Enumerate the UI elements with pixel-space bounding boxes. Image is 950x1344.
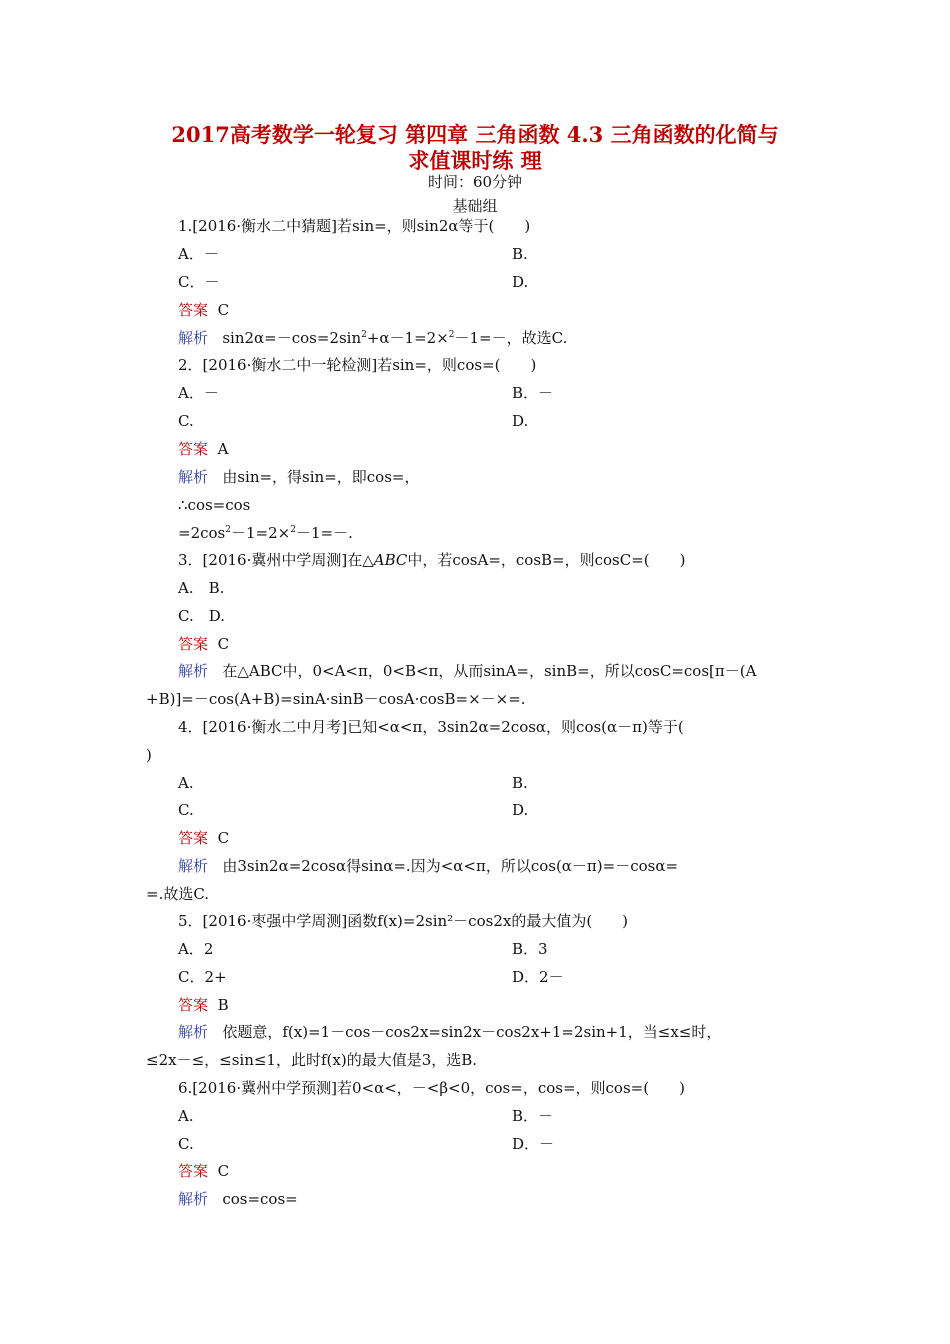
q4-options-ab xyxy=(178,773,878,793)
q4-answer-value: C xyxy=(217,829,230,847)
q3-analysis-line1 xyxy=(178,661,756,681)
q2-answer xyxy=(178,439,228,459)
q6-option-d: D．－ xyxy=(512,1135,555,1153)
q4-answer xyxy=(178,828,229,848)
q2-analysis-line3 xyxy=(178,523,353,543)
q1-option-a: A．－ xyxy=(178,245,219,263)
q6-analysis-text1: cos=cos= xyxy=(222,1190,298,1208)
answer-label: 答案 xyxy=(178,996,209,1014)
q2-a3-sq2: 2 xyxy=(290,525,296,535)
q1-analysis-c: －1=－，故选C. xyxy=(454,329,568,347)
q3-options-cd: C. D. xyxy=(178,607,225,625)
q5-answer xyxy=(178,995,229,1015)
q2-stem: 2．[2016·衡水二中一轮检测]若sin=，则cos=( ) xyxy=(178,356,537,374)
q3-answer-value: C xyxy=(217,635,230,653)
doc-title-line2: 求值课时练 理 xyxy=(408,148,542,173)
q4-stem-line2: ) xyxy=(146,746,152,764)
q4-option-b: B. xyxy=(512,774,528,792)
q6-stem: 6.[2016·冀州中学预测]若0<α<，－<β<0，cos=，cos=，则cos=( ) xyxy=(178,1079,685,1097)
answer-label: 答案 xyxy=(178,635,209,653)
q1-analysis xyxy=(178,328,567,348)
answer-label: 答案 xyxy=(178,440,209,458)
q4-option-a: A. xyxy=(178,774,194,792)
q3-options-ab: A. B. xyxy=(178,579,225,597)
q2-a3-b: －1=2× xyxy=(230,524,291,542)
q2-options-cd xyxy=(178,411,878,431)
q2-analysis-line1 xyxy=(178,467,419,487)
q6-answer-value: C xyxy=(217,1162,230,1180)
q1-options-ab xyxy=(178,244,878,264)
q2-a3-c: －1=－. xyxy=(295,524,353,542)
q1-answer xyxy=(178,300,229,320)
answer-label: 答案 xyxy=(178,301,209,319)
q2-option-d: D. xyxy=(512,412,529,430)
q2-option-a: A．－ xyxy=(178,384,219,402)
q6-answer xyxy=(178,1161,229,1181)
q4-analysis-text1: 由3sin2α=2cosα得sinα=.因为<α<π，所以cos(α－π)=－cosα= xyxy=(222,857,679,875)
q5-options-ab xyxy=(178,939,878,959)
q2-option-b: B．－ xyxy=(512,384,554,402)
q2-a3-a: =2cos xyxy=(178,524,226,542)
q5-option-a: A．2 xyxy=(178,940,214,958)
q5-option-c: C．2+ xyxy=(178,968,227,986)
analysis-label: 解析 xyxy=(178,1190,209,1208)
analysis-label: 解析 xyxy=(178,1023,209,1041)
q1-analysis-b: +α－1=2× xyxy=(366,329,449,347)
q4-option-d: D. xyxy=(512,801,529,819)
q6-options-cd xyxy=(178,1134,878,1154)
analysis-label: 解析 xyxy=(178,468,209,486)
q4-stem-line1: 4．[2016·衡水二中月考]已知<α<π，3sin2α=2cosα，则cos(α－π)等于( xyxy=(178,718,684,736)
analysis-label: 解析 xyxy=(178,329,209,347)
q6-analysis-line1 xyxy=(178,1189,298,1209)
q1-analysis-sq: 2 xyxy=(361,330,367,340)
q2-a3-sq: 2 xyxy=(225,525,231,535)
q1-answer-value: C xyxy=(217,301,230,319)
time-limit: 时间：60分钟 xyxy=(427,173,523,191)
q2-analysis-line2: ∴cos=cos xyxy=(178,496,251,514)
q5-analysis-text1: 依题意，f(x)=1－cos－cos2x=sin2x－cos2x+1=2sin+1，当≤x≤时， xyxy=(222,1023,722,1041)
analysis-label: 解析 xyxy=(178,662,209,680)
q1-analysis-a: sin2α=－cos=2sin xyxy=(222,329,362,347)
q5-analysis-line1 xyxy=(178,1022,721,1042)
q1-options-cd xyxy=(178,272,878,292)
q1-analysis-sq2: 2 xyxy=(448,330,455,340)
q1-option-c: C．－ xyxy=(178,273,220,291)
answer-label: 答案 xyxy=(178,1162,209,1180)
q5-stem: 5．[2016·枣强中学周测]函数f(x)=2sin²－cos2x的最大值为( ) xyxy=(178,912,629,930)
q1-stem: 1.[2016·衡水二中猜题]若sin=，则sin2α等于( ) xyxy=(178,217,531,235)
q4-options-cd xyxy=(178,800,878,820)
q3-stem xyxy=(178,550,686,570)
q6-option-c: C. xyxy=(178,1135,194,1153)
q5-option-d: D．2－ xyxy=(512,968,564,986)
q3-analysis-text1: 在△ABC中，0<A<π，0<B<π，从而sinA=，sinB=，所以cosC=cos[π－(A xyxy=(222,662,757,680)
q2-option-c: C. xyxy=(178,412,194,430)
answer-label: 答案 xyxy=(178,829,209,847)
q2-analysis-text1: 由sin=，得sin=，即cos=， xyxy=(222,468,420,486)
q3-stem-b: 中，若cosA=，cosB=，则cosC=( ) xyxy=(407,551,686,569)
q2-options-ab xyxy=(178,383,878,403)
q4-analysis-line1 xyxy=(178,856,678,876)
q1-option-b: B. xyxy=(512,245,528,263)
group-label: 基础组 xyxy=(452,197,498,215)
q6-options-ab xyxy=(178,1106,878,1126)
q5-analysis-line2: ≤2x－≤，≤sin≤1，此时f(x)的最大值是3，选B. xyxy=(146,1051,478,1069)
analysis-label: 解析 xyxy=(178,857,209,875)
q4-option-c: C. xyxy=(178,801,194,819)
q1-option-d: D. xyxy=(512,273,529,291)
q3-answer xyxy=(178,634,229,654)
q3-stem-abc: ABC xyxy=(373,551,408,569)
q2-answer-value: A xyxy=(217,440,229,458)
q5-answer-value: B xyxy=(217,996,229,1014)
q4-analysis-line2: =.故选C. xyxy=(146,885,210,903)
q5-options-cd xyxy=(178,967,878,987)
q3-analysis-line2: +B)]=－cos(A+B)=sinA·sinB－cosA·cosB=×－×=. xyxy=(146,690,526,708)
doc-title-line1: 2017高考数学一轮复习 第四章 三角函数 4.3 三角函数的化简与 xyxy=(171,122,779,147)
q6-option-b: B．－ xyxy=(512,1107,554,1125)
q3-stem-a: 3．[2016·冀州中学周测]在△ xyxy=(178,551,374,569)
q6-option-a: A. xyxy=(178,1107,194,1125)
q5-option-b: B．3 xyxy=(512,940,548,958)
